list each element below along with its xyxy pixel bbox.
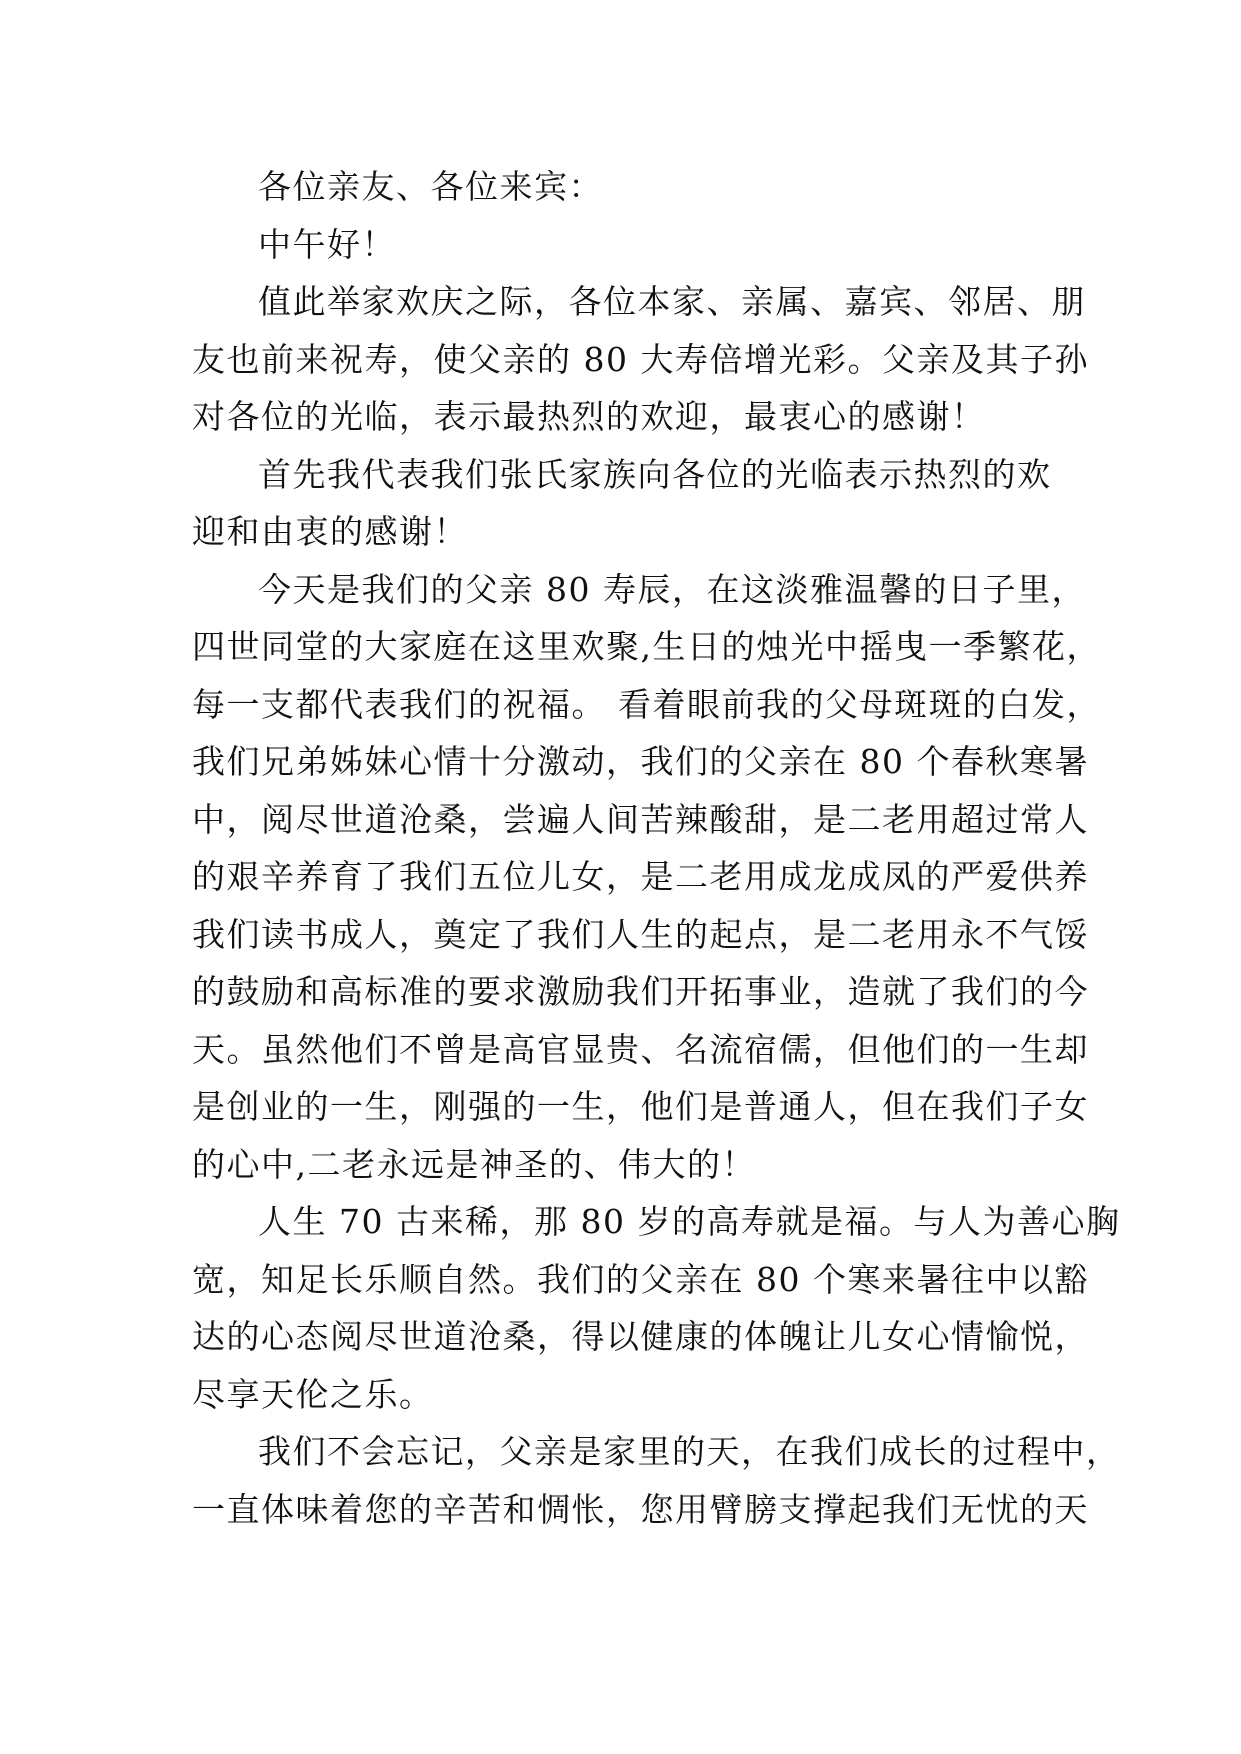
text-line: 天。虽然他们不曾是高官显贵、名流宿儒，但他们的一生却 bbox=[192, 1029, 1089, 1069]
text-line: 的鼓励和高标准的要求激励我们开拓事业，造就了我们的今 bbox=[192, 972, 1089, 1011]
text-line: 迎和由衷的感谢！ bbox=[192, 512, 468, 551]
text-line: 尽享天伦之乐。 bbox=[192, 1374, 434, 1414]
text-line: 值此举家欢庆之际，各位本家、亲属、嘉宾、邻居、朋 bbox=[258, 282, 1086, 321]
text-line: 友也前来祝寿，使父亲的 80 大寿倍增光彩。父亲及其子孙 bbox=[192, 339, 1089, 379]
text-line: 首先我代表我们张氏家族向各位的光临表示热烈的欢 bbox=[258, 454, 1052, 494]
text-line: 我们兄弟姊妹心情十分激动，我们的父亲在 80 个春秋寒暑 bbox=[192, 742, 1089, 781]
text-line: 人生 70 古来稀，那 80 岁的高寿就是福。与人为善心胸 bbox=[258, 1202, 1121, 1241]
text-line: 各位亲友、各位来宾： bbox=[258, 167, 603, 206]
text-line: 达的心态阅尽世道沧桑，得以健康的体魄让儿女心情愉悦， bbox=[192, 1317, 1089, 1356]
text-line: 的心中,二老永远是神圣的、伟大的！ bbox=[192, 1144, 756, 1184]
text-line: 我们读书成人，奠定了我们人生的起点，是二老用永不气馁 bbox=[192, 914, 1089, 954]
text-line: 对各位的光临，表示最热烈的欢迎，最衷心的感谢！ bbox=[192, 397, 986, 436]
text-line: 四世同堂的大家庭在这里欢聚,生日的烛光中摇曳一季繁花， bbox=[192, 627, 1101, 666]
text-line: 一直体味着您的辛苦和惆怅，您用臂膀支撑起我们无忧的天 bbox=[192, 1489, 1089, 1529]
text-line: 中午好！ bbox=[258, 224, 396, 264]
text-line: 是创业的一生，刚强的一生，他们是普通人，但在我们子女 bbox=[192, 1087, 1089, 1126]
text-line: 我们不会忘记，父亲是家里的天，在我们成长的过程中， bbox=[258, 1432, 1121, 1471]
document-body bbox=[192, 158, 1121, 1538]
text-line: 每一支都代表我们的祝福。 看着眼前我的父母斑斑的白发， bbox=[192, 684, 1101, 724]
text-line: 今天是我们的父亲 80 寿辰，在这淡雅温馨的日子里， bbox=[258, 569, 1086, 609]
text-line: 中，阅尽世道沧桑，尝遍人间苦辣酸甜，是二老用超过常人 bbox=[192, 799, 1089, 839]
text-line: 宽，知足长乐顺自然。我们的父亲在 80 个寒来暑往中以豁 bbox=[192, 1259, 1089, 1299]
text-line: 的艰辛养育了我们五位儿女，是二老用成龙成凤的严爱供养 bbox=[192, 857, 1089, 896]
